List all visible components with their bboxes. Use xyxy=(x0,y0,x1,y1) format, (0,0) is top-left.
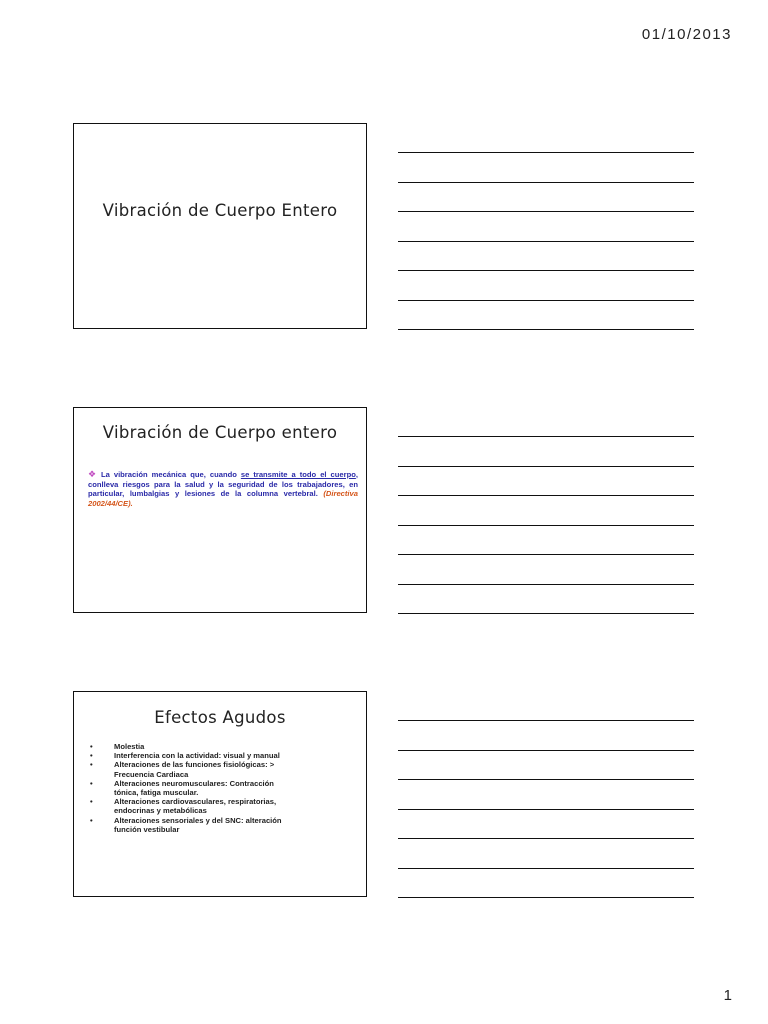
definition-paragraph xyxy=(88,470,358,508)
notes-lines-1 xyxy=(398,152,694,359)
note-line xyxy=(398,809,694,810)
slide-2 xyxy=(73,407,367,613)
bullet-dot-icon: • xyxy=(90,778,93,788)
notes-lines-2 xyxy=(398,436,694,643)
note-line xyxy=(398,554,694,555)
list-item xyxy=(90,816,290,834)
note-line xyxy=(398,466,694,467)
list-item xyxy=(90,797,290,815)
list-item xyxy=(90,751,290,760)
list-item-text: Interferencia con la actividad: visual y manual xyxy=(114,751,280,761)
note-line xyxy=(398,211,694,212)
bullet-dot-icon: • xyxy=(90,815,93,825)
note-line xyxy=(398,525,694,526)
definition-text-end: , conlleva riesgos para la salud y la seguridad de los trabajadores, en particular, lumbalgias y lesiones de la columna vertebral. xyxy=(88,470,358,499)
slide-title: Vibración de Cuerpo Entero xyxy=(102,201,338,220)
list-item-text: Alteraciones neuromusculares: Contracción tónica, fatiga muscular. xyxy=(114,778,274,798)
note-line xyxy=(398,329,694,330)
list-item xyxy=(90,742,290,751)
definition-underlined-text: se transmite a todo el cuerpo xyxy=(240,470,356,479)
list-item-text: Alteraciones cardiovasculares, respiratorias, endocrinas y metabólicas xyxy=(114,797,277,816)
note-line xyxy=(398,182,694,183)
bullet-dot-icon: • xyxy=(90,797,93,807)
note-line xyxy=(398,241,694,242)
note-line xyxy=(398,750,694,751)
definition-text-start: La vibración mecánica que, cuando xyxy=(100,470,241,479)
note-line xyxy=(398,436,694,437)
acute-effects-list xyxy=(90,742,290,834)
bullet-dot-icon: • xyxy=(90,760,93,770)
note-line xyxy=(398,720,694,721)
list-item-text: Molestia xyxy=(114,742,145,751)
note-line xyxy=(398,152,694,153)
note-line xyxy=(398,613,694,614)
slide-title: Efectos Agudos xyxy=(154,708,286,727)
note-line xyxy=(398,897,694,898)
note-line xyxy=(398,779,694,780)
notes-lines-3 xyxy=(398,720,694,927)
note-line xyxy=(398,838,694,839)
directive-citation: (Directiva 2002/44/CE). xyxy=(88,489,358,508)
note-line xyxy=(398,300,694,301)
page-number: 1 xyxy=(723,987,732,1004)
note-line xyxy=(398,270,694,271)
list-item xyxy=(90,760,290,778)
diamond-bullet-icon: ❖ xyxy=(88,469,98,479)
list-item-text: Alteraciones sensoriales y del SNC: alteración función vestibular xyxy=(114,815,282,834)
note-line xyxy=(398,868,694,869)
bullet-dot-icon: • xyxy=(90,751,93,761)
slide-1 xyxy=(73,123,367,329)
bullet-dot-icon: • xyxy=(90,742,93,751)
note-line xyxy=(398,584,694,585)
note-line xyxy=(398,495,694,496)
slide-title: Vibración de Cuerpo entero xyxy=(102,423,338,442)
list-item xyxy=(90,779,290,797)
slide-3 xyxy=(73,691,367,897)
list-item-text: Alteraciones de las funciones fisiológicas: > Frecuencia Cardiaca xyxy=(114,760,275,779)
document-date: 01/10/2013 xyxy=(641,26,732,43)
